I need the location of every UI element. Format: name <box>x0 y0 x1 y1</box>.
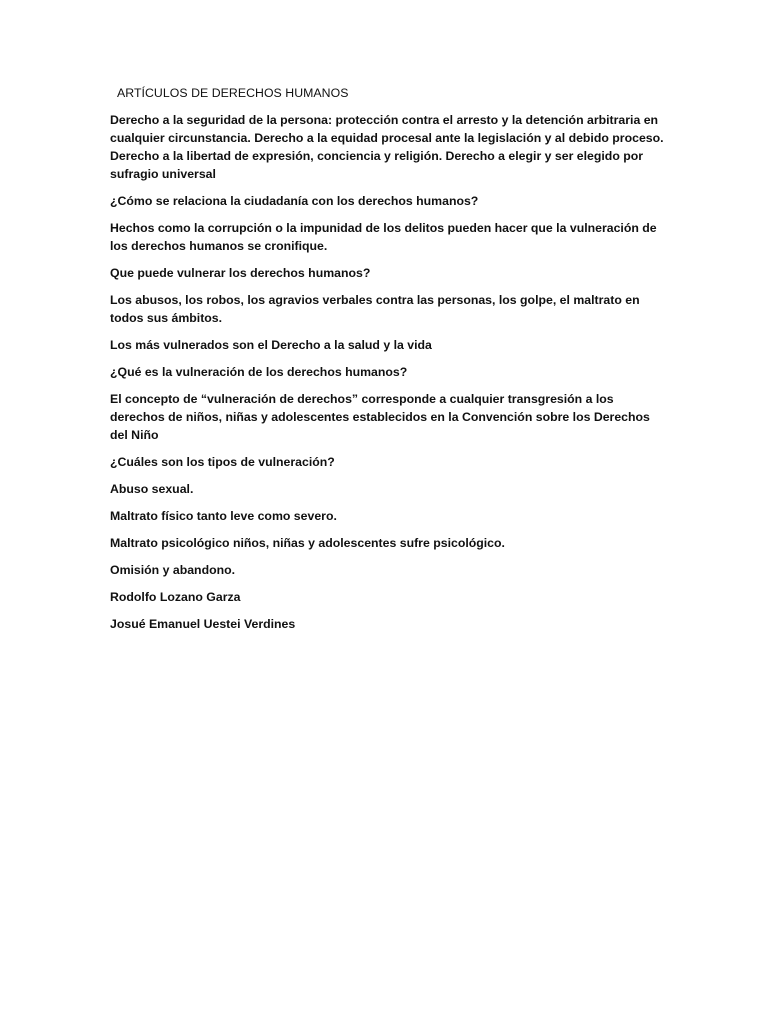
paragraph-abuses: Los abusos, los robos, los agravios verbales contra las personas, los golpe, el maltrato en todos sus ámbitos. <box>110 293 640 325</box>
list-item-neglect: Omisión y abandono. <box>110 563 236 577</box>
list-item-sexual-abuse: Abuso sexual. <box>110 482 194 496</box>
question-citizenship: ¿Cómo se relaciona la ciudadanía con los derechos humanos? <box>110 194 479 208</box>
list-item-physical-abuse: Maltrato físico tanto leve como severo. <box>110 509 337 523</box>
question-types: ¿Cuáles son los tipos de vulneración? <box>110 455 335 469</box>
paragraph-rights-list: Derecho a la seguridad de la persona: protección contra el arresto y la detención arbitraria en cualquier circunstancia. Derecho a la equidad procesal ante la legislación y al debido proceso. Derecho a la libertad de expresión, conciencia y religión. Derecho a elegir y ser elegido por sufragio universal <box>110 113 664 181</box>
paragraph-most-violated: Los más vulnerados son el Derecho a la salud y la vida <box>110 338 432 352</box>
author-name: Rodolfo Lozano Garza <box>110 590 241 604</box>
list-item-psychological-abuse: Maltrato psicológico niños, niñas y adolescentes sufre psicológico. <box>110 536 505 550</box>
document-title: ARTÍCULOS DE DERECHOS HUMANOS <box>117 86 349 100</box>
paragraph-corruption: Hechos como la corrupción o la impunidad de los delitos pueden hacer que la vulneración de los derechos humanos se cronifique. <box>110 221 657 253</box>
question-what-violates: Que puede vulnerar los derechos humanos? <box>110 266 371 280</box>
author-name: Josué Emanuel Uestei Verdines <box>110 617 296 631</box>
question-what-is-violation: ¿Qué es la vulneración de los derechos humanos? <box>110 365 408 379</box>
paragraph-violation-concept: El concepto de “vulneración de derechos” corresponde a cualquier transgresión a los derechos de niños, niñas y adolescentes establecidos en la Convención sobre los Derechos del Niño <box>110 392 650 442</box>
